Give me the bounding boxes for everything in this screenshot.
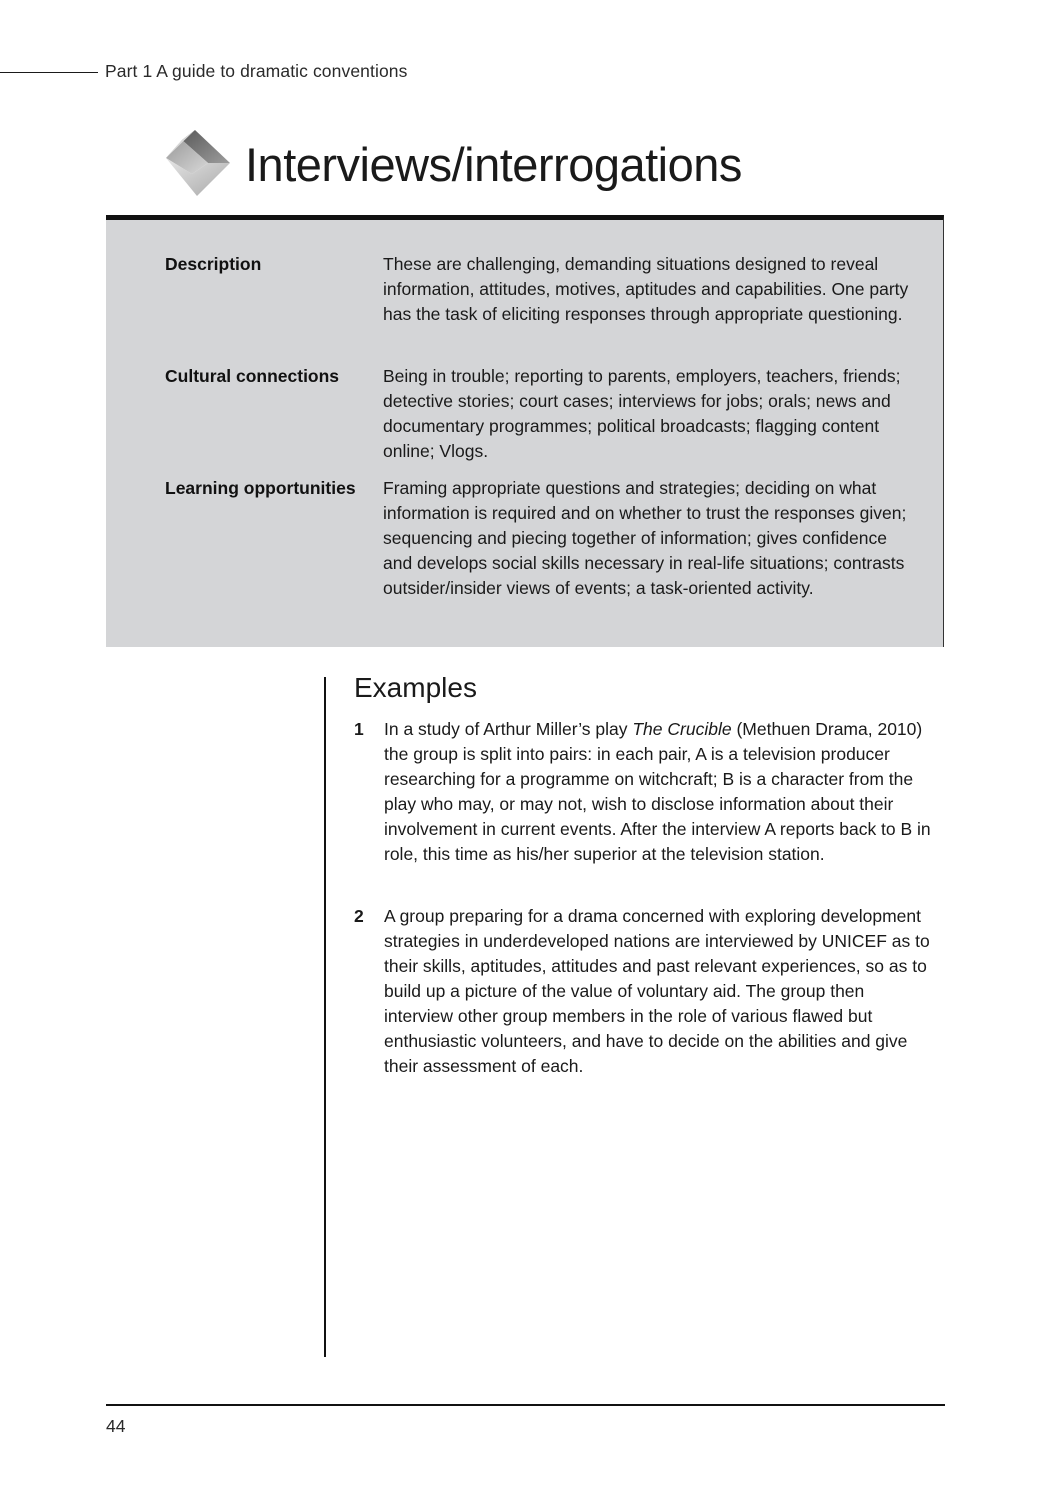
example-text-part: In a study of Arthur Miller’s play	[384, 719, 633, 739]
examples-heading: Examples	[354, 672, 477, 703]
chapter-title: Interviews/interrogations	[245, 138, 742, 191]
example-number: 1	[354, 719, 364, 739]
diamond-cube-icon	[162, 128, 232, 198]
examples-margin-rule	[324, 677, 326, 1357]
play-title: The Crucible	[632, 719, 732, 739]
example-text	[384, 717, 932, 867]
running-head-rule	[0, 72, 98, 73]
page-number: 44	[106, 1416, 126, 1436]
info-text: Being in trouble; reporting to parents, employers, teachers, friends; detective stories; court cases; interviews for jobs; orals; news and documentary programmes; political broadcasts; flagging content online; Vlogs.	[383, 366, 901, 461]
example-number: 2	[354, 906, 364, 926]
example-text-part: (Methuen Drama, 2010) the group is split into pairs: in each pair, A is a television producer researching for a programme on witchcraft; B is a character from the play who may, or may not, wish to disclose information about their involvement in current events. After the interview A reports back to B in role, this time as his/her superior at the television station.	[384, 719, 931, 864]
info-text: Framing appropriate questions and strategies; deciding on what information is required and on whether to trust the responses given; sequencing and piecing together of information; gives confidence and develops social skills necessary in real-life situations; contrasts outsider/insider views of events; a task-oriented activity.	[383, 478, 907, 598]
info-label: Cultural connections	[165, 366, 340, 386]
running-head: Part 1 A guide to dramatic conventions	[105, 61, 408, 81]
convention-info-box	[106, 215, 944, 647]
info-text: These are challenging, demanding situations designed to reveal information, attitudes, motives, aptitudes and capabilities. One party has the task of eliciting responses through appropriate questioning.	[383, 254, 909, 324]
info-label: Description	[165, 254, 262, 274]
info-label: Learning opportunities	[165, 478, 356, 498]
footer-rule	[106, 1404, 945, 1406]
example-text: A group preparing for a drama concerned with exploring development strategies in underdeveloped nations are interviewed by UNICEF as to their skills, aptitudes, attitudes and past relevant experiences, so as to build up a picture of the value of voluntary aid. The group then interview other group members in the role of various flawed but enthusiastic volunteers, and have to decide on the abilities and give their assessment of each.	[384, 906, 930, 1076]
